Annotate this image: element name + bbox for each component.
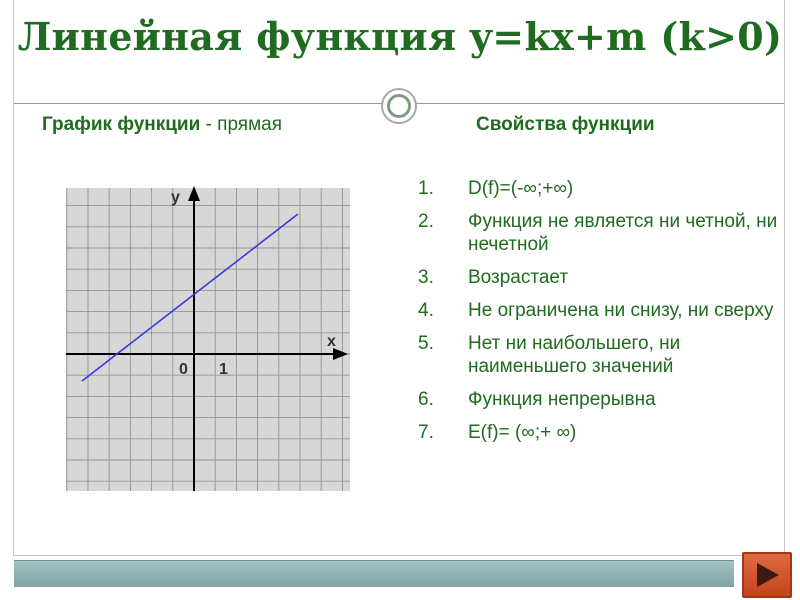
properties-list: [418, 177, 788, 454]
property-item: [418, 388, 788, 411]
origin-label: 0: [179, 361, 188, 378]
play-arrow-icon: [757, 563, 779, 587]
property-item: [418, 266, 788, 289]
property-number: 5.: [418, 333, 434, 354]
property-text: Не ограничена ни снизу, ни сверху: [468, 300, 774, 321]
x-axis-label: x: [327, 333, 336, 350]
property-number: 4.: [418, 300, 434, 321]
property-item: [418, 332, 788, 378]
property-number: 6.: [418, 389, 434, 410]
bottom-bar: [14, 560, 734, 587]
property-item: [418, 421, 788, 444]
unit-label: 1: [219, 361, 228, 378]
ring-inner: [387, 94, 411, 118]
property-text: Функция не является ни четной, ни нечетной: [468, 211, 778, 255]
property-number: 2.: [418, 211, 434, 232]
property-number: 7.: [418, 422, 434, 443]
property-item: [418, 299, 788, 322]
property-text: Возрастает: [468, 267, 569, 288]
graph-background: [66, 188, 350, 491]
property-text: D(f)=(-∞;+∞): [468, 178, 574, 199]
graph-heading: [42, 114, 282, 136]
property-text: Функция непрерывна: [468, 389, 656, 410]
graph-canvas: [58, 180, 358, 500]
property-number: 3.: [418, 267, 434, 288]
property-text: Нет ни наибольшего, ни наименьшего значений: [468, 333, 681, 377]
ring-ornament-icon: [381, 88, 417, 124]
properties-heading: Свойства функции: [476, 114, 655, 135]
function-graph: [58, 180, 358, 500]
next-slide-button[interactable]: [742, 552, 792, 598]
graph-heading-plain: - прямая: [200, 114, 283, 135]
property-text: E(f)= (∞;+ ∞): [468, 422, 577, 443]
graph-heading-bold: График функции: [42, 114, 201, 135]
property-item: [418, 210, 788, 256]
property-item: [418, 177, 788, 200]
slide-title: Линейная функция y=kx+m (k>0): [17, 14, 783, 59]
property-number: 1.: [418, 178, 434, 199]
y-axis-label: y: [171, 189, 180, 206]
